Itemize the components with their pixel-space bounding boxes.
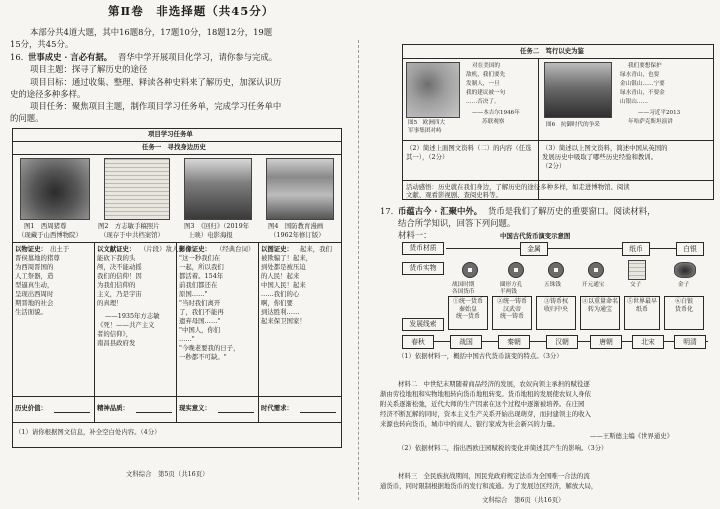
- coin-label-1: 战国时期 各国货币: [452, 282, 475, 295]
- col1-text: 晋侯墓地的猪尊: [15, 254, 60, 262]
- col1-text: 人工祭器，造: [15, 272, 54, 280]
- caption-4b: （1962年修订版）: [270, 231, 325, 239]
- part-title: 第Ⅱ卷 非选择题（共45分）: [108, 4, 275, 18]
- col1-text: 呈现出西周时: [15, 290, 54, 298]
- col2-text: 南昌县政府发: [97, 339, 136, 347]
- worksheet-header: 项目学习任务单: [148, 130, 193, 138]
- quote5-line: 敌机，我们要先: [466, 72, 506, 78]
- col3-text: ……": [179, 335, 195, 343]
- dynasty-6: 北宋: [632, 335, 664, 349]
- col4-label: 以图证史：: [261, 245, 293, 253]
- dev-box-1: ①统一货币 秦始皇 统一货币: [448, 296, 488, 330]
- col2-label: 以文献证史：: [97, 245, 136, 253]
- pig-zun-photo: [20, 158, 90, 220]
- intro-line-1: 本部分共4道大题，其中16题8分，17题10分，18题12分，19题: [30, 27, 273, 37]
- col3-text: 原国……": [179, 290, 208, 298]
- quote6-line: 年哈萨克斯坦演讲: [628, 119, 673, 125]
- right-page: [362, 0, 720, 509]
- material2-line: 经济不断瓦解的同时，资本主义生产关系开始出现萌芽，而封建领主的收入: [380, 410, 591, 418]
- quote6-line: 山银山……: [620, 99, 648, 105]
- task2-summary-b: 文献、观看影视剧、查阅史料等。: [406, 191, 502, 199]
- quote6-line: ——习近平2013: [638, 110, 681, 116]
- diagram-title: 中国古代货币演变示意图: [500, 232, 571, 240]
- row-label-development: 发展线索: [402, 318, 444, 331]
- right-footer: 文科综合 第6页（共16页）: [482, 496, 565, 504]
- task2-header: 任务二 笃行以史为鉴: [520, 47, 584, 55]
- col2-text: 《死！——共产主义: [97, 321, 155, 329]
- dynasty-2: 战国: [450, 335, 482, 349]
- caption-1b: （现藏于山西博物院）: [18, 231, 82, 239]
- coin-icon: [462, 262, 478, 278]
- jiaozi-icon: [628, 260, 646, 280]
- col4-text: 被欺骗了！起来，: [261, 254, 313, 262]
- answer-blank-1[interactable]: [54, 412, 90, 413]
- quote5-line: 苏联观察: [482, 119, 505, 125]
- quote6-line: 绿水青山，也要: [620, 72, 660, 78]
- answer-label-1: 历史价值：: [15, 404, 47, 412]
- quote5-line: ——本吉尔1946年: [472, 110, 520, 116]
- col4-text: ……我们的心: [261, 290, 300, 298]
- quote5-line: 对在美国的: [472, 63, 500, 69]
- answer-label-2: 精神品质：: [97, 404, 129, 412]
- caption-2b: （现存于中共档案馆）: [100, 231, 164, 239]
- coin-icon: [548, 262, 564, 278]
- task2-q3b: 发展历史中吸取了哪些历史经验和教训。: [542, 153, 658, 161]
- q16-line: 的问题。: [10, 113, 44, 123]
- q17-line: 结合所学知识，回答下列问题。: [398, 218, 516, 228]
- dev-box-3: ③铸币权 收归中央: [536, 296, 576, 330]
- task2-q3c: （2分）: [542, 162, 566, 170]
- caption-1: 图1 西周猪尊: [24, 222, 67, 230]
- q16-number: 16.: [10, 52, 24, 62]
- q17-number: 17.: [380, 206, 394, 216]
- q17-subquestion-1: （1）依据材料一，概括中国古代货币演变的特点。（3分）: [398, 352, 563, 360]
- caption-5: 图5 欧洲四大: [408, 120, 446, 126]
- answer-blank-2[interactable]: [136, 412, 172, 413]
- col2-text: 的真理！: [97, 299, 123, 307]
- manuscript-photo: [104, 158, 170, 220]
- col4-text: 起来，我们: [300, 245, 332, 253]
- quote6-line: 绿水青山，不要金: [620, 90, 665, 96]
- answer-blank-3[interactable]: [218, 412, 254, 413]
- material2-line: 材料二 中世纪末期随着商品经济的发展，农奴向领主承担的赋役逐: [398, 380, 590, 388]
- coin-label-2: 圜形方孔 半两钱: [500, 282, 523, 295]
- col2-text: 主义，乃是宇宙: [97, 290, 142, 298]
- col1-text: 生活面貌。: [15, 308, 47, 316]
- q16-lead-text: 晋华中学开展项目化学习，请你参与完成。: [118, 52, 278, 62]
- coin-label-3: 五铢钱: [544, 282, 561, 288]
- material3-line: 材料三 全民族抗战期间，国民党政府规定法币为全国唯一合法的流: [398, 472, 590, 480]
- row-label-coins: 货币实物: [402, 262, 444, 275]
- col3-text: 了，我们不能再: [179, 308, 224, 316]
- material2-line: 来源也转向货币，城市中的商人、银行家成为社会新兴的力量。: [380, 420, 559, 428]
- col3-text: "中国人，你们: [179, 326, 221, 334]
- fold-line: [358, 40, 360, 500]
- col1-text: 出土于: [50, 245, 70, 253]
- col3-text: （经典台词）: [216, 245, 255, 253]
- row-label-material: 货币材质: [402, 242, 444, 255]
- coin-icon: [508, 262, 524, 278]
- dynasty-4: 汉朝: [546, 335, 578, 349]
- quote5-line: 发制人，一旦: [466, 81, 500, 87]
- coin-label-6: 金子: [678, 282, 690, 288]
- coin-label-4: 开元通宝: [582, 282, 605, 288]
- quote5-line: ……否决了。: [466, 99, 500, 105]
- dynasty-1: 春秋: [402, 335, 434, 349]
- q17-lead-text: 货币是我们了解历史的重要窗口。阅读材料，: [488, 206, 656, 216]
- left-footer: 文科综合 第5页（共16页）: [126, 470, 209, 478]
- col3-text: "这一秒我们在: [179, 254, 221, 262]
- col2-text: 为我们信仰的: [97, 281, 136, 289]
- caption-4: 图4 国防教育漫画: [268, 222, 324, 230]
- dynasty-5: 唐朝: [590, 335, 622, 349]
- col1-text: 为西周晋国的: [15, 263, 54, 271]
- q16-line: 项目目标：通过收集、整理、释读各种史料来了解历史，加深认识历: [30, 77, 282, 87]
- caption-2: 图2 方志敏手稿照片: [98, 222, 160, 230]
- caption-6: 图6 抗御时代的争采: [546, 122, 600, 128]
- col1-label: 以物证史：: [15, 245, 47, 253]
- col2-text: （片段）敌人只: [140, 245, 185, 253]
- coin-label-5: 交子: [630, 282, 642, 288]
- caption-3b: 上映）电影海报: [188, 231, 233, 239]
- task1-title: 任务一 寻找身边历史: [142, 143, 206, 151]
- col2-text: 颅，决不能动摇: [97, 263, 142, 271]
- col3-label: 影像证史：: [179, 245, 211, 253]
- task2-q2: （2）简述上面图文资料（二）的内容（任选: [406, 144, 532, 152]
- quote6-line: 我们要想保护: [628, 63, 662, 69]
- col3-text: 前我们都还在: [179, 281, 218, 289]
- caption-3: 图3 《回归》（2019年: [184, 222, 250, 230]
- task2-q3: （3）简述以上图文资料，简述中国从英国的: [542, 144, 668, 152]
- col2-text: ——1935年方志敏: [105, 312, 160, 320]
- q16-line: 项目主题：探寻了解历史的途径: [30, 64, 148, 74]
- caption-5b: 军事集团对峙: [408, 128, 442, 134]
- material3-line: 通货币，同时限制根据地货币的发行和流通。为了发展边区经济，解放大局，: [380, 482, 598, 490]
- col4-text: 中国人民！起来: [261, 281, 306, 289]
- answer-label-3: 现实意义：: [179, 404, 211, 412]
- coin-icon: [588, 262, 604, 278]
- dynasty-3: 秦朝: [498, 335, 530, 349]
- q16-subquestion-1: （1）请你根据图文信息，补全空白处内容。（4分）: [15, 428, 161, 436]
- col2-text: 者的信仰》，: [97, 330, 133, 338]
- movie-poster-photo: [184, 158, 252, 220]
- material-metal: 金属: [520, 242, 548, 256]
- comic-photo: [266, 158, 334, 220]
- q16-line: 史的途径多种多样。: [10, 89, 86, 99]
- col2-text: 我们的信仰！因: [97, 272, 142, 280]
- col3-text: 都活着。154年: [179, 272, 224, 280]
- material2-line: 附关系逐渐松弛，近代大师的生产因素在这个过程中逐渐被培养。在庄园: [380, 400, 585, 408]
- material2-line: 渐由劳役地租和实物地租转向货币地租转变。货币地租的发展使农奴人身依: [380, 390, 591, 398]
- task2-q2b: 其一），（2分）: [406, 153, 449, 161]
- col3-text: "今晚老要我的日子，: [179, 344, 240, 352]
- col1-text: 期晋地的社会: [15, 299, 54, 307]
- dev-box-5: ⑤世界最早 纸币: [624, 296, 660, 330]
- col3-text: "当时我们离开: [179, 299, 221, 307]
- col4-text: 起来保卫国家！: [261, 317, 306, 325]
- col3-text: 一起，所以我们: [179, 263, 224, 271]
- col4-text: 啊，你们要: [261, 299, 293, 307]
- answer-blank-4[interactable]: [300, 412, 336, 413]
- col3-text: 遗弃母国……": [179, 317, 221, 325]
- q16-lead: 世事成史 · 言必有据。: [28, 52, 113, 62]
- q17-subquestion-2: （2）依据材料二，指出西欧庄园赋税的变化并简述其产生的影响。（3分）: [398, 444, 608, 452]
- material-silver: 白银: [676, 242, 704, 256]
- dev-box-2: ②统一铸币 汉武帝 统一铸币: [492, 296, 532, 330]
- col4-text: 到处都是被压迫: [261, 263, 306, 271]
- answer-label-4: 时代需求：: [261, 404, 293, 412]
- dev-box-6: ⑥白银 货币化: [664, 296, 704, 330]
- quote5-line: 我的建议被一句: [466, 90, 506, 96]
- q16-line: 项目任务：聚焦项目主题，制作项目学习任务单，完成学习任务单中: [30, 101, 282, 111]
- q17-line: 材料一：: [398, 230, 432, 240]
- intro-line-2: 15分，共45分。: [10, 39, 74, 49]
- material2-source: ——王斯德主编《世界通史》: [590, 432, 674, 440]
- material-paper: 纸币: [622, 242, 650, 256]
- q17-lead: 币蕴古今 · 汇聚中外。: [398, 206, 483, 216]
- col1-text: 型逼真生动，: [15, 281, 54, 289]
- col4-text: 的人民！起来: [261, 272, 300, 280]
- col4-text: 到达胜利……: [261, 308, 300, 316]
- dynasty-7: 明清: [674, 335, 706, 349]
- map-image: [406, 62, 460, 118]
- col2-text: 能砍下我的头: [97, 254, 136, 262]
- bridge-image: [544, 62, 612, 118]
- dev-box-4: ④以重量命名 转为通宝: [580, 296, 620, 330]
- quote6-line: 金山银山……宁要: [620, 81, 665, 87]
- silver-ingot-icon: [674, 262, 696, 278]
- task2-summary: 活动感悟：历史就在我们身边，了解历史的途径多种多样，如走进博物馆、阅读: [406, 183, 630, 191]
- col3-text: 一秒都不可缺。": [179, 353, 227, 361]
